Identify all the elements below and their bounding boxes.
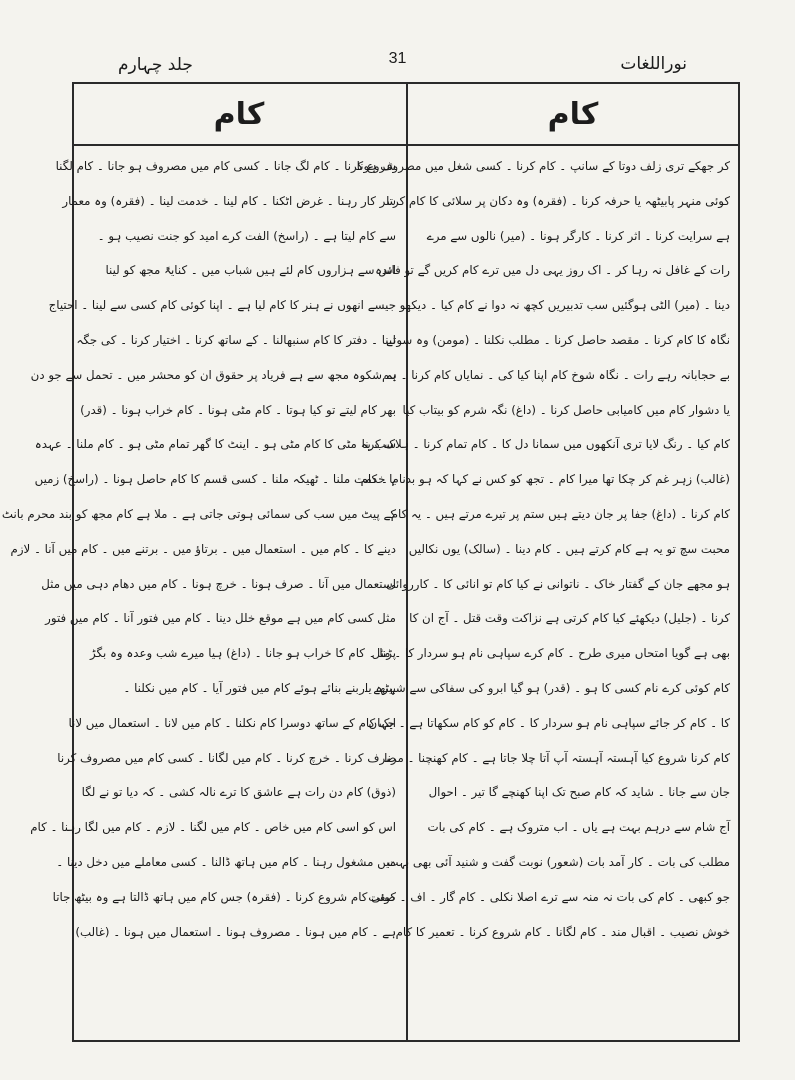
left-column-line: بیٹھے ۔ بنے بنائے ہوئے کام میں فتور آیا ۔ کام میں نکلنا ۔ — [123, 680, 396, 695]
right-column-line: (غالب) زہر غم کر چکا تھا میرا کام ۔ تجھ کو کس نے کہا کہ ہو بدنام ۔ کام — [360, 472, 730, 487]
left-column-line: میں مشغول رہنا ۔ کام میں ہاتھ ڈالنا ۔ کسی معاملے میں دخل دینا ۔ — [56, 854, 396, 869]
page-number: 31 — [388, 50, 407, 67]
left-column-line: ایک کام کے ساتھ دوسرا کام نکلنا ۔ کام میں لانا ۔ استعمال میں لانا — [68, 715, 396, 730]
left-column-line: جیسے انھوں نے ہنر کا کام لیا ہے ۔ اپنا کوئی کام کسی سے لینا ۔ احتیاج — [48, 298, 396, 313]
left-column-line: پڑنا ۔ کام کا خراب ہو جانا ۔ (داغ) ہیا میرے شب وعدہ وہ بگڑ — [89, 646, 396, 661]
running-head-title: نوراللغات — [620, 54, 687, 74]
right-column-line: کام کرنا ۔ (داغ) جفا پر جان دیتے ہیں ستم پر تیرے مرتے ہیں ۔ یہ کام — [390, 506, 730, 521]
left-column-line: دینے کا ۔ کام میں ۔ استعمال میں ۔ برتاؤ میں ۔ برتنے میں ۔ کام میں آنا ۔ لازم — [10, 541, 396, 556]
left-column-line: مثل کسی کام میں ہے موقع خلل دینا ۔ کام میں فتور آنا ۔ کام میں فتور — [45, 611, 396, 626]
running-head-volume: جلد چہارم — [118, 55, 193, 75]
left-column-line: ہے ۔ کام میں ہونا ۔ مصروف ہونا ۔ استعمال میں ہونا ۔ (غالب) — [75, 924, 396, 939]
right-column-heading: کام — [547, 96, 599, 132]
right-column-line: کوئی منہر پابیٹھہ یا حرفہ کرنا ۔ (فقرہ) وہ دکان پر سلائی کا کام کرتا — [386, 193, 730, 208]
right-column-line: دینا ۔ (میر) الٹی ہوگئیں سب تدبیریں کچھ نہ دوا نے کام کیا ۔ دیکھو — [399, 298, 730, 313]
left-column-line: (ذوق) کام دن رات ہے عاشق کا ترے نالہ کشی ۔ کہ دیا تو نے لگا — [81, 785, 396, 800]
left-column-line: کوئی کام شروع کرنا ۔ (فقرہ) جس کام میں ہاتھ ڈالتا ہے وہ بیٹھ جاتا — [52, 889, 396, 904]
left-column-line: شروع کرنا ۔ کام لگ جانا ۔ کسی کام میں مصروف ہو جانا ۔ کام لگنا — [55, 159, 396, 173]
right-column-line: کام کوئی کرے نام کسی کا ہو ۔ (قدر) ہو گیا ابرو کی سفاکی سے شہرہ یار — [359, 680, 730, 695]
page-frame — [1, 82, 740, 1042]
right-column-line: آج شام سے درہم بہت ہے یاں ۔ اب متروک ہے ۔ کام کی بات — [427, 820, 730, 835]
left-column-line: صرف کرنا ۔ خرچ کرنا ۔ کام میں لگانا ۔ کسی کام میں مصروف کرنا — [57, 750, 396, 765]
left-column-line: سب یہ مٹی کا کام مٹی ہو ۔ اینٹ کا گھر تمام مٹی ہو ۔ کام ملنا ۔ عہدہ — [34, 437, 396, 452]
right-column-line: یا دشوار کام میں کامیابی حاصل کرنا ۔ (داغ) نگہ شرم کو بیتاب کیا — [402, 402, 730, 417]
right-column-line: کرنا ۔ (جلیل) دیکھئے کیا کام کرتی ہے نزاکت وقت قتل ۔ آج ان کا — [409, 611, 730, 626]
right-column-line: کر جھکے تری زلف دوتا کے سانپ ۔ کام کرنا ۔ کسی شغل میں مصروف ہونا — [356, 159, 730, 173]
right-column-line: جان سے جانا ۔ شاید کہ کام صبح تک اپنا کھنچے گا تیر ۔ احوال — [428, 785, 730, 800]
right-column-line: مطلب کی بات ۔ کار آمد بات (شعور) نوبت گفت و شنید آئی بھی بہت — [387, 854, 730, 869]
left-column-text — [1, 150, 396, 1030]
left-column-line: کے پیٹ میں سب کی سمائی ہوتی جاتی ہے ۔ ملا ہے کام مجھ کو بند محرم بانٹ — [1, 506, 396, 521]
left-column-line: اس سے ہزاروں کام لئے ہیں شباب میں ۔ کنایۃً مجھ کو لینا — [105, 263, 396, 278]
left-column-line: استعمال میں آنا ۔ صرف ہونا ۔ خرچ ہونا ۔ کام میں دھام دہی میں مثل — [41, 576, 396, 591]
left-column-line: یہ شکوہ مجھ سے ہے فریاد پر حقوق ان کو محشر میں ۔ تحمل سے جو دن — [30, 367, 396, 382]
right-column-line: محبت سچ تو یہ ہے کام کرتے ہیں ۔ کام دینا ۔ (سالک) یوں نکالیں — [408, 541, 730, 556]
right-column-text — [356, 150, 730, 1030]
right-column-line: کا ۔ کام کر جائے سپاہی نام ہو سردار کا ۔ کام کو کام سکھاتا ہے ۔ جہاں — [368, 715, 730, 730]
right-column-line: کام کیا ۔ رنگ لایا تری آنکھوں میں سمانا دل کا ۔ کام تمام کرنا ۔ ہلاک کرنا — [361, 437, 730, 452]
left-column-line: سر کار رہنا ۔ غرض اٹکنا ۔ کام لینا ۔ خدمت لینا ۔ (فقرہ) وہ معمار — [62, 193, 396, 208]
right-column-line: خوش نصیب ۔ اقبال مند ۔ کام لگانا ۔ کام شروع کرنا ۔ تعمیر کا کام — [395, 924, 730, 939]
left-column-line: بھر کام لیتے تو کیا ہوتا ۔ کام مٹی ہونا ۔ کام خراب ہونا ۔ (قدر) — [80, 402, 396, 417]
left-column-line: لینا ۔ دفتر کا کام سنبھالنا ۔ کے ساتھ کرنا ۔ اختیار کرنا ۔ کی جگہ — [76, 332, 396, 347]
left-column-line: اس کو اسی کام میں خاص ۔ کام میں لگنا ۔ لازم ۔ کام میں لگا رہنا ۔ کام — [30, 820, 396, 835]
right-column-line: رات کے غافل نہ رہا کر ۔ اک روز یہی دل میں ترے کام کریں گے تو فائدہ — [375, 263, 730, 278]
right-column-line: ہو مجھے جان کے گفتار خاک ۔ ناتوانی نے کیا کام تو انائی کا ۔ کارروائی — [385, 576, 730, 591]
right-column-line: بے حجابانہ رہے رات ۔ نگاہ شوخ کام اپنا کیا کی ۔ نمایاں کام کرنا ۔ ہم — [382, 367, 730, 382]
right-column-line: ہے سرایت کرنا ۔ اثر کرنا ۔ کارگر ہونا ۔ (میر) نالوں سے مرے — [426, 228, 730, 243]
right-column-line: نگاہ کا کام کرنا ۔ مقصد حاصل کرنا ۔ مطلب نکلنا ۔ (مومن) وہ سوتے — [386, 332, 730, 347]
left-column-heading: کام — [213, 96, 265, 132]
left-column-line: یا خدمت ملنا ۔ ٹھیکہ ملنا ۔ کسی قسم کا کام حاصل ہونا ۔ (راسخ) زمیں — [34, 472, 396, 487]
right-column-line: کام کرنا شروع کیا آہستہ آہستہ آپ آتا چلا جاتا ہے ۔ کام کھنچنا ۔ مرنا — [384, 750, 730, 765]
left-column-line: سے کام لیتا ہے ۔ (راسخ) الفت کرے امید کو جنت نصیب ہو ۔ — [97, 228, 396, 243]
right-column-line: بھی ہے گویا امتحاں میری طرح ۔ کام کرے سپاہی نام ہو سردار کا ۔ مثل — [371, 646, 730, 661]
right-column-line: جو کبھی ۔ کام کی بات نہ منہ سے ترے اصلا نکلی ۔ کام گار ۔ اف ۔ صفت — [368, 889, 730, 904]
